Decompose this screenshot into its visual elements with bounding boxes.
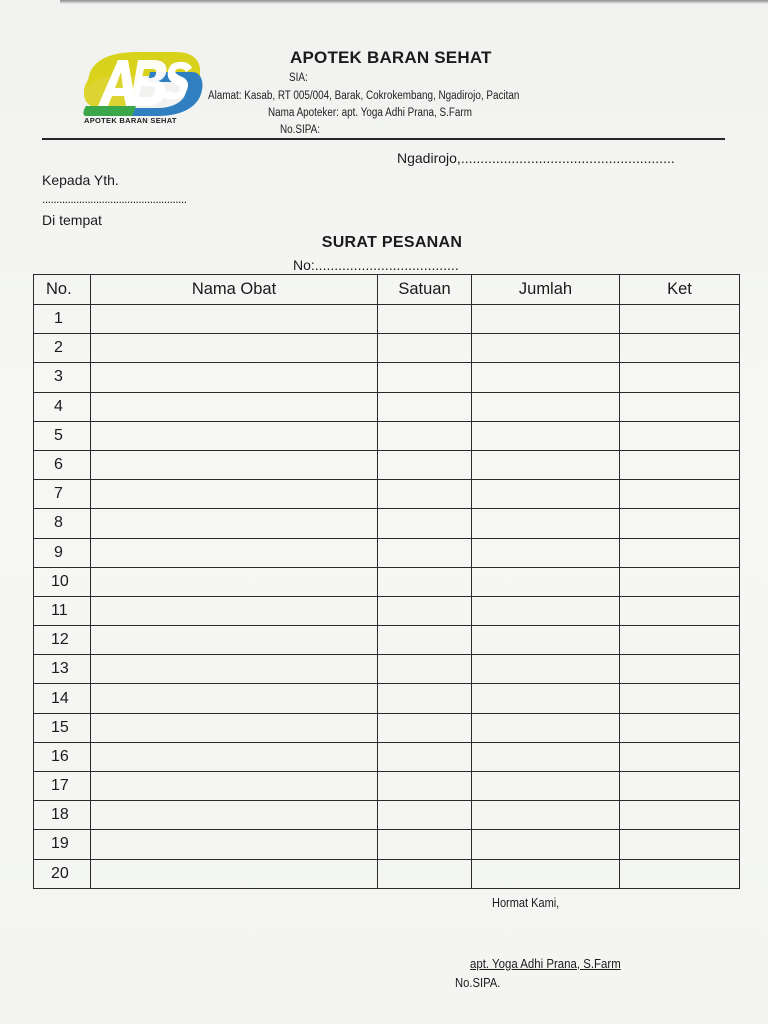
cell-unit[interactable] [378,859,472,888]
recipient-label: Kepada Yth. [42,172,119,188]
cell-quantity[interactable] [472,538,620,567]
cell-no: 18 [34,801,91,830]
signatory-sipa: No.SIPA. [455,976,501,990]
order-table [33,274,740,889]
cell-quantity[interactable] [472,392,620,421]
table-row [34,772,740,801]
cell-unit[interactable] [378,363,472,392]
cell-quantity[interactable] [472,421,620,450]
cell-no: 16 [34,742,91,771]
cell-note[interactable] [620,480,740,509]
cell-drug-name[interactable] [91,363,378,392]
table-body [34,305,740,889]
cell-no: 12 [34,626,91,655]
table-row [34,480,740,509]
table-row [34,305,740,334]
cell-drug-name[interactable] [91,655,378,684]
closing-text: Hormat Kami, [492,896,560,910]
cell-quantity[interactable] [472,713,620,742]
cell-drug-name[interactable] [91,567,378,596]
cell-drug-name[interactable] [91,684,378,713]
table-row [34,684,740,713]
cell-no: 3 [34,363,91,392]
cell-unit[interactable] [378,334,472,363]
cell-note[interactable] [620,684,740,713]
cell-unit[interactable] [378,596,472,625]
table-row [34,509,740,538]
cell-note[interactable] [620,509,740,538]
cell-quantity[interactable] [472,509,620,538]
cell-drug-name[interactable] [91,450,378,479]
cell-no: 20 [34,859,91,888]
cell-no: 6 [34,450,91,479]
cell-quantity[interactable] [472,830,620,859]
cell-unit[interactable] [378,830,472,859]
cell-unit[interactable] [378,450,472,479]
cell-note[interactable] [620,567,740,596]
cell-quantity[interactable] [472,626,620,655]
document-number-field[interactable]: No:..................................... [293,257,459,273]
cell-note[interactable] [620,859,740,888]
cell-note[interactable] [620,742,740,771]
header-divider [42,138,725,140]
sipa-number: No.SIPA: [280,124,320,136]
header-note: Ket [620,275,740,305]
cell-note[interactable] [620,626,740,655]
cell-unit[interactable] [378,742,472,771]
cell-quantity[interactable] [472,655,620,684]
cell-note[interactable] [620,830,740,859]
table-row [34,538,740,567]
cell-quantity[interactable] [472,363,620,392]
cell-drug-name[interactable] [91,480,378,509]
table-row [34,363,740,392]
header-unit: Satuan [378,275,472,305]
table-row [34,742,740,771]
cell-drug-name[interactable] [91,859,378,888]
cell-no: 17 [34,772,91,801]
cell-drug-name[interactable] [91,305,378,334]
cell-drug-name[interactable] [91,538,378,567]
cell-unit[interactable] [378,713,472,742]
cell-drug-name[interactable] [91,509,378,538]
cell-drug-name[interactable] [91,334,378,363]
cell-no: 15 [34,713,91,742]
pharmacy-name: APOTEK BARAN SEHAT [290,48,492,67]
cell-no: 10 [34,567,91,596]
cell-no: 5 [34,421,91,450]
cell-drug-name[interactable] [91,626,378,655]
cell-quantity[interactable] [472,772,620,801]
table-row [34,626,740,655]
cell-drug-name[interactable] [91,830,378,859]
cell-note[interactable] [620,334,740,363]
table-row [34,567,740,596]
cell-unit[interactable] [378,421,472,450]
table-row [34,859,740,888]
sia-number: SIA: [289,72,308,84]
cell-quantity[interactable] [472,801,620,830]
header-no: No. [34,275,91,305]
logo-caption: APOTEK BARAN SEHAT [84,116,177,125]
cell-no: 2 [34,334,91,363]
header-quantity: Jumlah [472,275,620,305]
table-row [34,801,740,830]
table-row [34,421,740,450]
cell-quantity[interactable] [472,859,620,888]
cell-note[interactable] [620,421,740,450]
cell-quantity[interactable] [472,567,620,596]
table-row [34,596,740,625]
cell-unit[interactable] [378,684,472,713]
cell-note[interactable] [620,655,740,684]
cell-note[interactable] [620,538,740,567]
cell-note[interactable] [620,713,740,742]
recipient-blank-field[interactable]: ................................................... [42,192,187,206]
table-row [34,830,740,859]
cell-unit[interactable] [378,480,472,509]
cell-unit[interactable] [378,655,472,684]
location-label: Di tempat [42,212,102,228]
cell-drug-name[interactable] [91,772,378,801]
place-date-field[interactable]: Ngadirojo,....................................................... [397,150,675,166]
table-row [34,392,740,421]
cell-drug-name[interactable] [91,596,378,625]
header-drug-name: Nama Obat [91,275,378,305]
cell-note[interactable] [620,363,740,392]
cell-quantity[interactable] [472,596,620,625]
cell-no: 4 [34,392,91,421]
cell-drug-name[interactable] [91,713,378,742]
cell-quantity[interactable] [472,684,620,713]
table-row [34,713,740,742]
cell-no: 19 [34,830,91,859]
cell-quantity[interactable] [472,334,620,363]
document-title: SURAT PESANAN [321,234,463,251]
cell-unit[interactable] [378,626,472,655]
cell-quantity[interactable] [472,450,620,479]
table-row [34,450,740,479]
cell-quantity[interactable] [472,305,620,334]
cell-unit[interactable] [378,305,472,334]
cell-note[interactable] [620,450,740,479]
cell-drug-name[interactable] [91,421,378,450]
cell-unit[interactable] [378,801,472,830]
cell-quantity[interactable] [472,480,620,509]
cell-quantity[interactable] [472,742,620,771]
cell-no: 1 [34,305,91,334]
cell-no: 14 [34,684,91,713]
cell-note[interactable] [620,596,740,625]
table-row [34,334,740,363]
cell-unit[interactable] [378,772,472,801]
cell-note[interactable] [620,305,740,334]
cell-unit[interactable] [378,392,472,421]
cell-note[interactable] [620,772,740,801]
cell-no: 13 [34,655,91,684]
cell-unit[interactable] [378,567,472,596]
cell-no: 7 [34,480,91,509]
cell-unit[interactable] [378,538,472,567]
cell-note[interactable] [620,801,740,830]
cell-no: 9 [34,538,91,567]
cell-drug-name[interactable] [91,742,378,771]
table-row [34,655,740,684]
table-header-row [34,275,740,305]
pharmacy-address: Alamat: Kasab, RT 005/004, Barak, Cokrokembang, Ngadirojo, Pacitan [208,90,520,102]
cell-drug-name[interactable] [91,392,378,421]
pharmacist-name: Nama Apoteker: apt. Yoga Adhi Prana, S.Farm [268,107,472,119]
paper-edge-shadow [60,0,768,4]
signatory-name: apt. Yoga Adhi Prana, S.Farm [470,956,621,971]
cell-drug-name[interactable] [91,801,378,830]
cell-no: 8 [34,509,91,538]
cell-no: 11 [34,596,91,625]
cell-note[interactable] [620,392,740,421]
cell-unit[interactable] [378,509,472,538]
